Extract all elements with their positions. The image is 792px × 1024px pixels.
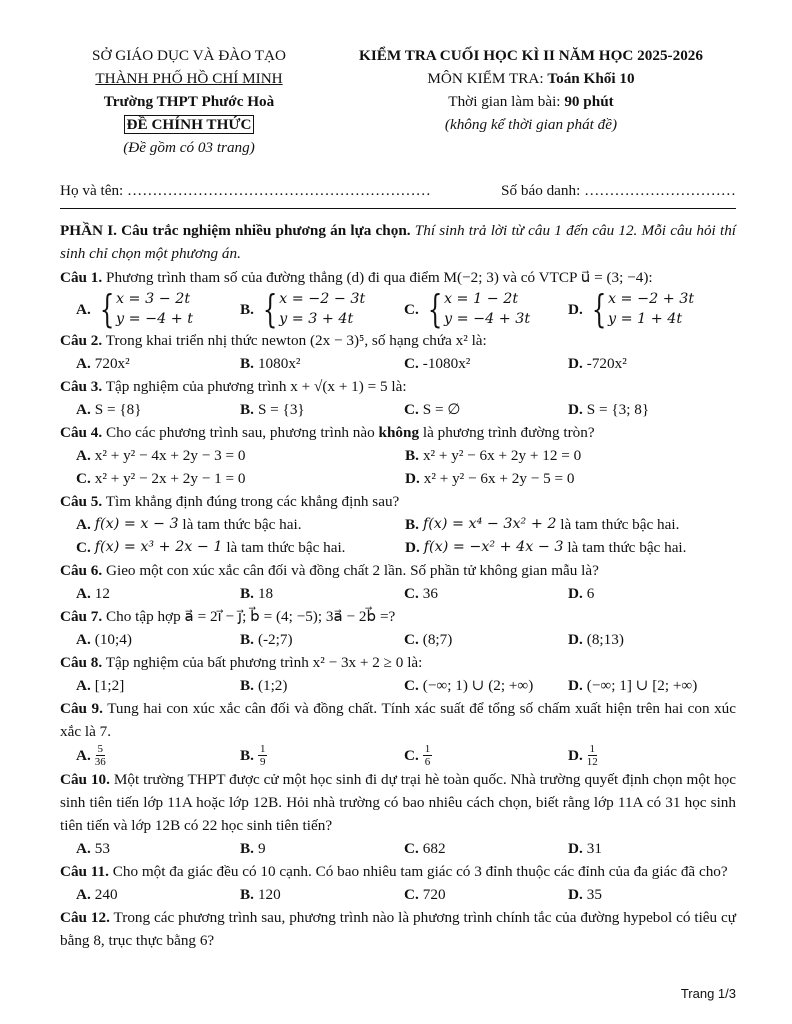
option-b <box>240 674 404 697</box>
page-number: Trang 1/3 <box>680 986 736 1001</box>
fraction <box>587 743 598 768</box>
question-1 <box>60 266 736 289</box>
option-label: C. <box>76 470 91 487</box>
question-label: Câu 10. <box>60 771 110 788</box>
option-label: D. <box>568 401 583 418</box>
option-text: 6 <box>586 585 595 602</box>
question-text: là phương trình đường tròn? <box>422 424 595 441</box>
option-label: D. <box>568 585 583 602</box>
header-left <box>60 44 318 159</box>
exam-header <box>60 44 736 159</box>
option-text: S = {8} <box>94 401 142 418</box>
option-text: x² + y² − 6x + 2y − 5 = 0 <box>423 470 575 487</box>
exam-page <box>60 44 736 952</box>
option-text: S = ∅ <box>422 401 461 418</box>
numerator: 5 <box>97 743 104 755</box>
option-b <box>240 582 404 605</box>
question-1-options <box>60 289 736 329</box>
option-label: A. <box>76 747 91 764</box>
option-d <box>568 837 602 860</box>
option-label: D. <box>568 300 583 318</box>
option-a <box>76 837 240 860</box>
option-label: B. <box>240 747 254 764</box>
option-text: 682 <box>422 840 446 857</box>
option-label: C. <box>76 539 91 556</box>
equation-line: x = 3 − 2t <box>115 291 191 307</box>
option-label: A. <box>76 840 91 857</box>
option-label: D. <box>568 677 583 694</box>
option-label: A. <box>76 631 91 648</box>
question-label: Câu 11. <box>60 863 109 880</box>
question-label: Câu 12. <box>60 909 110 926</box>
section-heading <box>60 219 736 265</box>
question-5 <box>60 490 736 513</box>
student-id-field: Số báo danh: ………………………… <box>501 182 736 199</box>
option-b <box>240 289 404 329</box>
question-text: Tập nghiệm của bất phương trình x² − 3x + 2 ≥ 0 là: <box>105 654 423 671</box>
option-c <box>76 536 405 559</box>
exam-title: KIỂM TRA CUỐI HỌC KÌ II NĂM HỌC 2025-2026 <box>359 47 703 64</box>
option-c <box>404 398 568 421</box>
department-name: SỞ GIÁO DỤC VÀ ĐÀO TẠO <box>92 47 286 64</box>
equation-line: x = −2 + 3t <box>607 291 695 307</box>
option-a <box>76 398 240 421</box>
fraction <box>95 743 106 768</box>
option-d <box>568 883 602 906</box>
option-text: 9 <box>257 840 266 857</box>
question-label: Câu 6. <box>60 562 103 579</box>
option-text: (1;2) <box>257 677 288 694</box>
option-a <box>76 582 240 605</box>
option-text: 240 <box>94 886 118 903</box>
subject-line <box>326 67 736 90</box>
subject-value: Toán Khối 10 <box>547 70 635 87</box>
time-label: Thời gian làm bài: <box>448 93 561 110</box>
option-label: A. <box>76 516 91 533</box>
option-a <box>76 743 240 768</box>
numerator: 1 <box>259 743 266 755</box>
option-b <box>405 444 581 467</box>
option-label: A. <box>76 886 91 903</box>
question-text: Tung hai con xúc xắc cân đối và đồng chất. Tính xác suất để tổng số chấm xuất hiện trên hai con xúc xắc là 7. <box>60 700 736 740</box>
option-d <box>568 582 594 605</box>
option-text: 36 <box>422 585 438 602</box>
question-text: Phương trình tham số của đường thẳng (d) đi qua điểm M(−2; 3) và có VTCP u⃗ = (3; −4): <box>106 269 653 286</box>
question-11 <box>60 860 736 883</box>
denominator: 36 <box>94 756 106 768</box>
option-text: 120 <box>257 886 281 903</box>
question-text: Gieo một con xúc xắc cân đối và đồng chất 2 lần. Số phần tử không gian mẫu là? <box>106 562 599 579</box>
student-name-field: Họ và tên: …………………………………………………… <box>60 182 431 199</box>
option-label: A. <box>76 401 91 418</box>
option-text: S = {3} <box>257 401 305 418</box>
option-a <box>76 513 405 536</box>
option-c <box>76 467 405 490</box>
denominator: 12 <box>586 756 598 768</box>
option-text: x² + y² − 4x + 2y − 3 = 0 <box>94 447 246 464</box>
time-note: (không kể thời gian phát đề) <box>444 116 618 133</box>
option-a <box>76 674 240 697</box>
equation-line: x = 1 − 2t <box>443 291 519 307</box>
question-4 <box>60 421 736 444</box>
question-text: Trong các phương trình sau, phương trình nào là phương trình chính tắc của đường hypebol có tiêu cự bằng 8, trục thực bằng 6? <box>60 909 736 949</box>
option-d <box>568 398 649 421</box>
option-label: D. <box>568 840 583 857</box>
denominator: 6 <box>424 756 431 768</box>
option-label: B. <box>240 585 254 602</box>
option-text: 53 <box>94 840 110 857</box>
question-text: Tập nghiệm của phương trình x + √(x + 1) = 5 là: <box>105 378 407 395</box>
option-math: f(x) = x⁴ − 3x² + 2 <box>422 516 557 532</box>
question-6 <box>60 559 736 582</box>
option-label: B. <box>240 355 254 372</box>
subject-label: MÔN KIỂM TRA: <box>427 70 544 87</box>
option-text: x² + y² − 6x + 2y + 12 = 0 <box>422 447 582 464</box>
option-label: A. <box>76 677 91 694</box>
question-7-options <box>60 628 736 651</box>
option-c <box>404 837 568 860</box>
option-b <box>240 352 404 375</box>
option-text: x² + y² − 2x + 2y − 1 = 0 <box>94 470 246 487</box>
school-name: Trường THPT Phước Hoà <box>103 93 275 110</box>
option-text: là tam thức bậc hai. <box>567 539 687 556</box>
option-c <box>404 743 568 768</box>
question-text: Tìm khẳng định đúng trong các khẳng định sau? <box>105 493 400 510</box>
option-label: A. <box>76 355 91 372</box>
question-label: Câu 5. <box>60 493 103 510</box>
option-label: B. <box>240 840 254 857</box>
option-label: B. <box>240 401 254 418</box>
option-label: C. <box>404 631 419 648</box>
brace-icon: { <box>427 287 443 331</box>
question-label: Câu 7. <box>60 608 103 625</box>
option-label: C. <box>404 677 419 694</box>
header-divider <box>60 208 736 209</box>
question-9 <box>60 697 736 743</box>
question-9-options <box>60 743 736 768</box>
option-label: C. <box>404 401 419 418</box>
option-label: B. <box>240 886 254 903</box>
option-label: C. <box>404 585 419 602</box>
option-a <box>76 883 240 906</box>
option-b <box>405 513 679 536</box>
option-c <box>404 289 568 329</box>
option-d <box>568 352 627 375</box>
time-line <box>326 90 736 113</box>
equation-line: y = 3 + 4t <box>279 311 354 327</box>
option-b <box>240 883 404 906</box>
fraction <box>258 743 268 768</box>
option-label: B. <box>405 447 419 464</box>
question-label: Câu 4. <box>60 424 103 441</box>
option-c <box>404 352 568 375</box>
question-label: Câu 3. <box>60 378 103 395</box>
equation-line: y = 1 + 4t <box>607 311 683 327</box>
option-c <box>404 883 568 906</box>
official-badge: ĐỀ CHÍNH THỨC <box>124 115 255 134</box>
option-d <box>568 743 598 768</box>
question-3 <box>60 375 736 398</box>
question-8-options <box>60 674 736 697</box>
option-text: (−∞; 1) ∪ (2; +∞) <box>422 677 534 694</box>
option-a <box>76 352 240 375</box>
question-2 <box>60 329 736 352</box>
brace-icon: { <box>99 287 115 331</box>
option-b <box>240 628 404 651</box>
option-text: là tam thức bậc hai. <box>560 516 680 533</box>
question-label: Câu 1. <box>60 269 103 286</box>
option-label: A. <box>76 447 91 464</box>
option-label: C. <box>404 300 419 318</box>
option-text: 720x² <box>94 355 130 372</box>
option-label: D. <box>568 355 583 372</box>
question-text: Cho tập hợp a⃗ = 2i⃗ − j⃗; b⃗ = (4; −5); 3a⃗ − 2b⃗ =? <box>106 608 396 625</box>
option-text: [1;2] <box>94 677 125 694</box>
option-text: (8;7) <box>422 631 453 648</box>
option-text: 720 <box>422 886 446 903</box>
option-label: C. <box>404 886 419 903</box>
question-2-options <box>60 352 736 375</box>
option-text: (-2;7) <box>257 631 293 648</box>
section-title: PHẦN I. Câu trắc nghiệm nhiều phương án lựa chọn. <box>60 222 411 239</box>
option-label: D. <box>405 539 420 556</box>
option-a <box>76 444 405 467</box>
equation-line: y = −4 + 3t <box>443 311 531 327</box>
option-text: 35 <box>586 886 602 903</box>
equation-line: x = −2 − 3t <box>279 291 366 307</box>
option-text: -1080x² <box>422 355 471 372</box>
question-label: Câu 8. <box>60 654 103 671</box>
option-c <box>404 674 568 697</box>
option-b <box>240 743 404 768</box>
equation-line: y = −4 + t <box>115 311 193 327</box>
question-11-options <box>60 883 736 906</box>
option-b <box>240 837 404 860</box>
question-10-options <box>60 837 736 860</box>
option-c <box>404 582 568 605</box>
fraction <box>423 743 433 768</box>
question-12 <box>60 906 736 952</box>
numerator: 1 <box>424 743 431 755</box>
option-text: là tam thức bậc hai. <box>226 539 346 556</box>
option-d <box>568 674 697 697</box>
section-instruction: Thí sinh trả lời từ câu 1 đến câu 12. Mỗi câu hỏi thí sinh chỉ chọn một phương án. <box>60 222 737 262</box>
option-label: A. <box>76 585 91 602</box>
question-10 <box>60 768 736 837</box>
option-d <box>405 467 574 490</box>
question-text: Trong khai triển nhị thức newton (2x − 3)⁵, số hạng chứa x² là: <box>105 332 487 349</box>
option-label: B. <box>240 631 254 648</box>
question-3-options <box>60 398 736 421</box>
student-info-row <box>60 179 736 203</box>
option-text: 1080x² <box>257 355 301 372</box>
option-a <box>76 289 240 329</box>
question-text: Một trường THPT được cử một học sinh đi dự trại hè toàn quốc. Nhà trường quyết định chọn một học sinh tiên tiến lớp 11A hoặc lớp 12B. Hỏi nhà trường có bao nhiêu cách chọn, biết rằng lớp 11A có 31 học sinh tiên tiến và lớp 12B có 22 học sinh tiên tiến? <box>60 771 737 834</box>
option-text: 18 <box>257 585 274 602</box>
option-label: C. <box>404 747 419 764</box>
option-text: là tam thức bậc hai. <box>182 516 302 533</box>
option-a <box>76 628 240 651</box>
page-count-note: (Đề gồm có 03 trang) <box>123 139 255 156</box>
option-label: D. <box>568 631 583 648</box>
question-4-options <box>60 444 736 490</box>
time-value: 90 phút <box>564 93 614 110</box>
question-label: Câu 2. <box>60 332 103 349</box>
option-label: B. <box>405 516 419 533</box>
option-math: f(x) = x − 3 <box>94 516 179 532</box>
question-6-options <box>60 582 736 605</box>
option-d <box>405 536 686 559</box>
option-label: A. <box>76 300 91 318</box>
option-d <box>568 289 694 329</box>
brace-icon: { <box>591 287 607 331</box>
city-name: THÀNH PHỐ HỒ CHÍ MINH <box>95 70 283 87</box>
option-text: (8;13) <box>586 631 624 648</box>
option-text: (−∞; 1] ∪ [2; +∞) <box>586 677 698 694</box>
question-emphasis: không <box>378 424 420 441</box>
option-math: f(x) = x³ + 2x − 1 <box>94 539 223 555</box>
numerator: 1 <box>589 743 596 755</box>
denominator: 9 <box>259 756 266 768</box>
option-math: f(x) = −x² + 4x − 3 <box>423 539 564 555</box>
option-label: C. <box>404 840 419 857</box>
option-text: -720x² <box>586 355 627 372</box>
option-b <box>240 398 404 421</box>
option-label: C. <box>404 355 419 372</box>
option-c <box>404 628 568 651</box>
question-text: Cho các phương trình sau, phương trình nào <box>106 424 375 441</box>
question-5-options <box>60 513 736 559</box>
header-right <box>326 44 736 159</box>
option-label: D. <box>568 886 583 903</box>
option-label: D. <box>568 747 583 764</box>
option-d <box>568 628 624 651</box>
question-label: Câu 9. <box>60 700 103 717</box>
option-label: B. <box>240 300 254 318</box>
brace-icon: { <box>262 287 278 331</box>
question-text: Cho một đa giác đều có 10 cạnh. Có bao nhiêu tam giác có 3 đỉnh thuộc các đỉnh của đa giác đã cho? <box>112 863 728 880</box>
question-7 <box>60 605 736 628</box>
question-8 <box>60 651 736 674</box>
option-text: (10;4) <box>94 631 132 648</box>
option-text: S = {3; 8} <box>586 401 650 418</box>
option-label: B. <box>240 677 254 694</box>
option-label: D. <box>405 470 420 487</box>
option-text: 31 <box>586 840 602 857</box>
option-text: 12 <box>94 585 110 602</box>
